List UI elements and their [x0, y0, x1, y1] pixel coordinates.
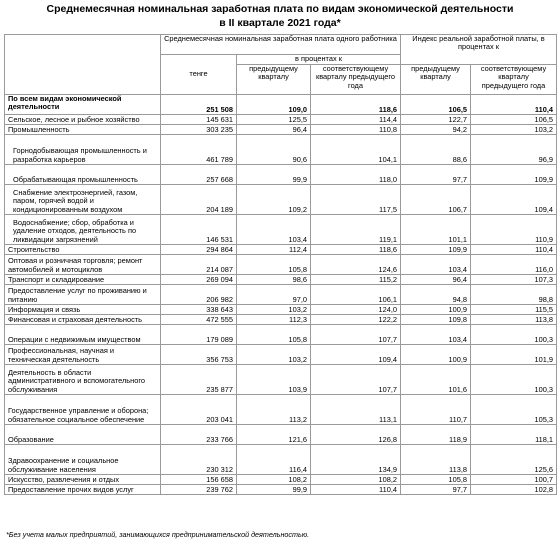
- row-value-tenge: 294 864: [161, 245, 237, 255]
- row-value-prevy: 115,2: [311, 275, 401, 285]
- row-activity-name: Операции с недвижимым имуществом: [5, 325, 161, 345]
- row-value-rprevq: 105,8: [401, 475, 471, 485]
- row-value-prevq: 109,2: [237, 185, 311, 215]
- row-value-tenge: 239 762: [161, 485, 237, 495]
- row-value-rprevy: 101,9: [471, 345, 557, 365]
- table-row: [5, 345, 557, 365]
- row-value-prevq: 105,8: [237, 255, 311, 275]
- header-same-quarter-prev-year: соответствующему кварталу предыдущего года: [311, 65, 401, 95]
- row-value-prevy: 113,1: [311, 395, 401, 425]
- table-row: [5, 365, 557, 395]
- row-activity-name: Транспорт и складирование: [5, 275, 161, 285]
- row-value-prevy: 104,1: [311, 135, 401, 165]
- row-value-tenge: 156 658: [161, 475, 237, 485]
- row-value-rprevq: 110,7: [401, 395, 471, 425]
- row-value-prevq: 125,5: [237, 115, 311, 125]
- row-activity-name: Промышленность: [5, 125, 161, 135]
- row-value-tenge: 230 312: [161, 445, 237, 475]
- row-value-prevy: 107,7: [311, 365, 401, 395]
- row-value-prevq: 97,0: [237, 285, 311, 305]
- row-value-rprevy: 110,4: [471, 95, 557, 115]
- row-value-prevq: 121,6: [237, 425, 311, 445]
- row-value-prevy: 118,0: [311, 165, 401, 185]
- row-value-rprevy: 100,3: [471, 365, 557, 395]
- row-value-prevy: 124,0: [311, 305, 401, 315]
- row-value-rprevq: 122,7: [401, 115, 471, 125]
- row-value-rprevq: 88,6: [401, 135, 471, 165]
- row-value-rprevy: 100,3: [471, 325, 557, 345]
- row-value-rprevq: 97,7: [401, 165, 471, 185]
- table-row: [5, 125, 557, 135]
- row-activity-name: Государственное управление и оборона; обязательное социальное обеспечение: [5, 395, 161, 425]
- row-value-rprevq: 118,9: [401, 425, 471, 445]
- document-title: [0, 0, 560, 32]
- row-value-tenge: 204 189: [161, 185, 237, 215]
- title-line-1: Среднемесячная номинальная заработная плата по видам экономической деятельности: [46, 3, 514, 15]
- row-activity-name: По всем видам экономической деятельности: [5, 95, 161, 115]
- row-value-rprevq: 109,8: [401, 315, 471, 325]
- row-value-rprevy: 98,8: [471, 285, 557, 305]
- row-value-prevy: 114,4: [311, 115, 401, 125]
- row-activity-name: Оптовая и розничная торговля; ремонт автомобилей и мотоциклов: [5, 255, 161, 275]
- row-activity-name: Обрабатывающая промышленность: [5, 165, 161, 185]
- table-row: [5, 185, 557, 215]
- table-row: [5, 425, 557, 445]
- row-value-tenge: 235 877: [161, 365, 237, 395]
- row-value-prevq: 112,3: [237, 315, 311, 325]
- row-value-prevy: 106,1: [311, 285, 401, 305]
- row-value-tenge: 206 982: [161, 285, 237, 305]
- header-activity: [5, 35, 161, 95]
- row-value-rprevq: 103,4: [401, 325, 471, 345]
- table-row: [5, 395, 557, 425]
- row-activity-name: Деятельность в области административного и вспомогательного обслуживания: [5, 365, 161, 395]
- row-activity-name: Искусство, развлечения и отдых: [5, 475, 161, 485]
- header-percent-sub: в процентах к: [237, 55, 401, 65]
- row-value-tenge: 233 766: [161, 425, 237, 445]
- row-value-prevq: 99,9: [237, 485, 311, 495]
- title-line-2: в II квартале 2021 года*: [219, 17, 341, 29]
- row-value-tenge: 338 643: [161, 305, 237, 315]
- row-value-rprevq: 101,1: [401, 215, 471, 245]
- row-value-prevq: 112,4: [237, 245, 311, 255]
- row-value-prevq: 103,9: [237, 365, 311, 395]
- table-row: [5, 115, 557, 125]
- row-value-tenge: 461 789: [161, 135, 237, 165]
- header-real-prev-quarter: предыдущему кварталу: [401, 65, 471, 95]
- row-activity-name: Предоставление прочих видов услуг: [5, 485, 161, 495]
- row-value-rprevy: 109,4: [471, 185, 557, 215]
- row-value-rprevy: 115,5: [471, 305, 557, 315]
- row-value-prevy: 110,4: [311, 485, 401, 495]
- table-row: [5, 95, 557, 115]
- row-value-rprevy: 110,4: [471, 245, 557, 255]
- row-value-prevy: 118,6: [311, 95, 401, 115]
- row-value-prevy: 118,6: [311, 245, 401, 255]
- row-activity-name: Финансовая и страховая деятельность: [5, 315, 161, 325]
- row-value-prevy: 134,9: [311, 445, 401, 475]
- row-value-tenge: 356 753: [161, 345, 237, 365]
- row-value-prevy: 124,6: [311, 255, 401, 275]
- row-value-rprevy: 100,7: [471, 475, 557, 485]
- row-value-tenge: 145 631: [161, 115, 237, 125]
- header-real-index-group: Индекс реальной заработной платы, в процентах к: [401, 35, 557, 65]
- row-value-prevy: 119,1: [311, 215, 401, 245]
- row-value-tenge: 303 235: [161, 125, 237, 135]
- row-value-rprevq: 113,8: [401, 445, 471, 475]
- table-row: [5, 255, 557, 275]
- header-real-same-quarter-prev-year: соответствующему кварталу предыдущего года: [471, 65, 557, 95]
- row-value-prevq: 98,6: [237, 275, 311, 285]
- row-value-rprevq: 103,4: [401, 255, 471, 275]
- row-value-rprevq: 94,2: [401, 125, 471, 135]
- row-value-prevq: 116,4: [237, 445, 311, 475]
- table-row: [5, 165, 557, 185]
- row-value-prevq: 96,4: [237, 125, 311, 135]
- row-value-rprevy: 125,6: [471, 445, 557, 475]
- row-value-rprevq: 100,9: [401, 345, 471, 365]
- row-activity-name: Сельское, лесное и рыбное хозяйство: [5, 115, 161, 125]
- row-value-tenge: 251 508: [161, 95, 237, 115]
- table-row: [5, 475, 557, 485]
- row-value-tenge: 257 668: [161, 165, 237, 185]
- row-value-rprevq: 106,5: [401, 95, 471, 115]
- row-value-rprevq: 96,4: [401, 275, 471, 285]
- row-value-prevq: 99,9: [237, 165, 311, 185]
- row-value-rprevq: 100,9: [401, 305, 471, 315]
- table-row: [5, 325, 557, 345]
- row-value-tenge: 472 555: [161, 315, 237, 325]
- row-value-prevy: 110,8: [311, 125, 401, 135]
- row-value-rprevq: 101,6: [401, 365, 471, 395]
- footnote: *Без учета малых предприятий, занимающихся предпринимательской деятельностью.: [6, 530, 310, 539]
- row-value-rprevy: 96,9: [471, 135, 557, 165]
- row-value-prevy: 122,2: [311, 315, 401, 325]
- wage-table: [4, 34, 557, 495]
- row-value-rprevq: 109,9: [401, 245, 471, 255]
- table-row: [5, 245, 557, 255]
- row-value-rprevy: 107,3: [471, 275, 557, 285]
- row-value-tenge: 214 087: [161, 255, 237, 275]
- row-value-tenge: 203 041: [161, 395, 237, 425]
- row-value-prevy: 126,8: [311, 425, 401, 445]
- row-activity-name: Горнодобывающая промышленность и разработка карьеров: [5, 135, 161, 165]
- row-activity-name: Предоставление услуг по проживанию и питанию: [5, 285, 161, 305]
- table-row: [5, 275, 557, 285]
- row-value-rprevy: 116,0: [471, 255, 557, 275]
- row-value-tenge: 179 089: [161, 325, 237, 345]
- row-value-prevq: 90,6: [237, 135, 311, 165]
- header-tenge: тенге: [161, 55, 237, 95]
- row-value-prevq: 105,8: [237, 325, 311, 345]
- row-activity-name: Строительство: [5, 245, 161, 255]
- row-value-rprevy: 113,8: [471, 315, 557, 325]
- row-value-prevy: 109,4: [311, 345, 401, 365]
- table-body: [5, 95, 557, 495]
- table-row: [5, 315, 557, 325]
- row-activity-name: Образование: [5, 425, 161, 445]
- table-row: [5, 445, 557, 475]
- table-row: [5, 305, 557, 315]
- row-activity-name: Водоснабжение; сбор, обработка и удаление отходов, деятельность по ликвидации загрязнений: [5, 215, 161, 245]
- header-nominal-group: Среднемесячная номинальная заработная плата одного работника: [161, 35, 401, 55]
- header-prev-quarter: предыдущему кварталу: [237, 65, 311, 95]
- row-value-prevq: 103,2: [237, 345, 311, 365]
- row-value-rprevy: 109,9: [471, 165, 557, 185]
- row-activity-name: Здравоохранение и социальное обслуживание населения: [5, 445, 161, 475]
- table-row: [5, 215, 557, 245]
- row-value-prevq: 103,4: [237, 215, 311, 245]
- row-value-rprevy: 105,3: [471, 395, 557, 425]
- row-value-prevy: 107,7: [311, 325, 401, 345]
- table-row: [5, 285, 557, 305]
- row-activity-name: Профессиональная, научная и техническая деятельность: [5, 345, 161, 365]
- row-activity-name: Информация и связь: [5, 305, 161, 315]
- row-value-rprevq: 94,8: [401, 285, 471, 305]
- row-activity-name: Снабжение электроэнергией, газом, паром, горячей водой и кондиционированным воздухом: [5, 185, 161, 215]
- row-value-prevq: 103,2: [237, 305, 311, 315]
- row-value-rprevy: 110,9: [471, 215, 557, 245]
- row-value-rprevy: 103,2: [471, 125, 557, 135]
- row-value-prevy: 117,5: [311, 185, 401, 215]
- row-value-rprevy: 102,8: [471, 485, 557, 495]
- row-value-rprevy: 106,5: [471, 115, 557, 125]
- row-value-rprevq: 97,7: [401, 485, 471, 495]
- table-row: [5, 135, 557, 165]
- row-value-prevq: 109,0: [237, 95, 311, 115]
- row-value-rprevq: 106,7: [401, 185, 471, 215]
- table-row: [5, 485, 557, 495]
- row-value-prevy: 108,2: [311, 475, 401, 485]
- row-value-rprevy: 118,1: [471, 425, 557, 445]
- row-value-tenge: 146 531: [161, 215, 237, 245]
- row-value-prevq: 113,2: [237, 395, 311, 425]
- row-value-prevq: 108,2: [237, 475, 311, 485]
- row-value-tenge: 269 094: [161, 275, 237, 285]
